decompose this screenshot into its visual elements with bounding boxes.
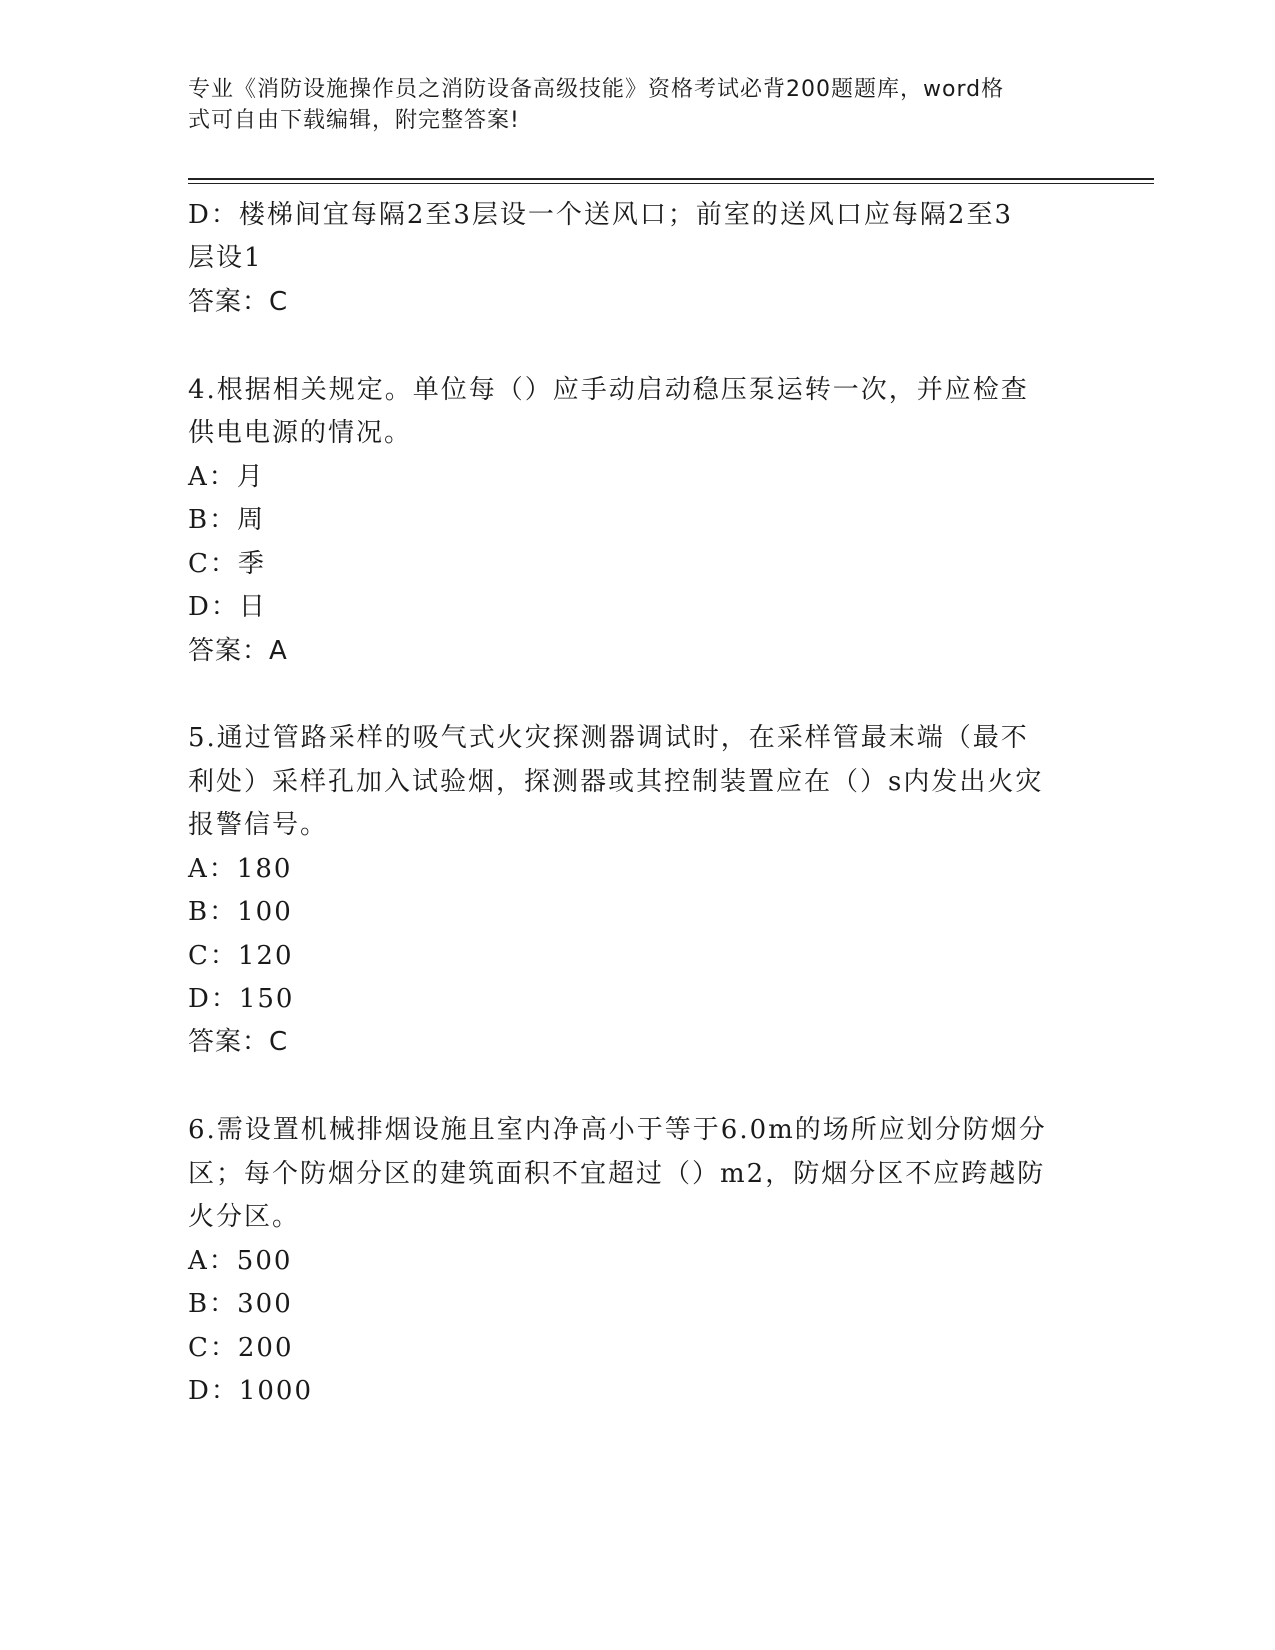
q6-option-c: C：200 [188,1333,294,1363]
q5-option-c: C：120 [188,941,294,971]
q3-option-d-line-1: D：楼梯间宜每隔2至3层设一个送风口；前室的送风口应每隔2至3 [188,200,1014,230]
q5-stem-line-2: 利处）采样孔加入试验烟，探测器或其控制装置应在（）s内发出火灾 [188,767,1044,797]
q6-option-a: A：500 [188,1246,293,1276]
header-divider-thin [188,183,1154,184]
q3-answer: 答案：C [188,287,289,317]
q3-option-d-line-2: 层设1 [188,243,263,273]
q4-option-c: C：季 [188,549,266,579]
q4-answer: 答案：A [188,636,288,666]
q5-stem-line-1: 5.通过管路采样的吸气式火灾探测器调试时，在采样管最末端（最不 [188,723,1029,753]
q5-option-b: B：100 [188,897,293,927]
header-divider-thick [188,178,1154,180]
header-line-1: 专业《消防设施操作员之消防设备高级技能》资格考试必背200题题库，word格 [188,77,1005,102]
q5-option-a: A：180 [188,854,293,884]
q6-option-b: B：300 [188,1289,293,1319]
q4-option-a: A：月 [188,462,265,492]
q6-stem-line-1: 6.需设置机械排烟设施且室内净高小于等于6.0m的场所应划分防烟分 [188,1115,1047,1145]
q6-stem-line-3: 火分区。 [188,1202,301,1232]
q4-stem-line-1: 4.根据相关规定。单位每（）应手动启动稳压泵运转一次，并应检查 [188,375,1029,405]
q5-answer: 答案：C [188,1027,289,1057]
q4-option-d: D：日 [188,592,267,622]
header-line-2: 式可自由下载编辑，附完整答案! [188,108,520,133]
q5-option-d: D：150 [188,984,295,1014]
q6-stem-line-2: 区；每个防烟分区的建筑面积不宜超过（）m2，防烟分区不应跨越防 [188,1159,1046,1189]
q4-option-b: B：周 [188,505,266,535]
q4-stem-line-2: 供电电源的情况。 [188,418,413,448]
q5-stem-line-3: 报警信号。 [188,810,329,840]
document-header [188,74,1068,136]
q6-option-d: D：1000 [188,1376,314,1406]
